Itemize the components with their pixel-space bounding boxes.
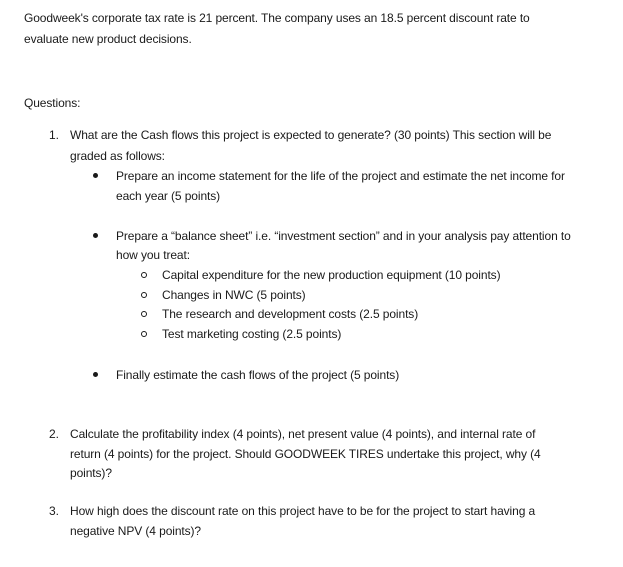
intro-line-2: evaluate new product decisions. — [24, 32, 192, 46]
sub-item-test-marketing: Test marketing costing (2.5 points) — [162, 327, 342, 341]
question-3-number: 3. — [49, 504, 59, 518]
question-1-line-1: What are the Cash flows this project is expected to generate? (30 points) This section will be — [70, 128, 552, 142]
hollow-bullet-icon — [141, 311, 147, 317]
sub-item-capital-expenditure: Capital expenditure for the new production equipment (10 points) — [162, 268, 501, 282]
bullet-icon — [93, 233, 98, 238]
questions-heading: Questions: — [24, 96, 81, 110]
bullet-2-line-2: how you treat: — [116, 248, 190, 262]
bullet-icon — [93, 173, 98, 178]
sub-item-changes-nwc: Changes in NWC (5 points) — [162, 288, 306, 302]
question-3-line-1: How high does the discount rate on this project have to be for the project to start having a — [70, 504, 536, 518]
hollow-bullet-icon — [141, 272, 147, 278]
question-2-line-3: points)? — [70, 466, 112, 480]
question-1-line-2: graded as follows: — [70, 149, 165, 163]
intro-line-1: Goodweek's corporate tax rate is 21 percent. The company uses an 18.5 percent discount rate to — [24, 11, 530, 25]
question-2-line-2: return (4 points) for the project. Should GOODWEEK TIRES undertake this project, why (4 — [70, 447, 541, 461]
sub-item-research-development: The research and development costs (2.5 points) — [162, 307, 419, 321]
question-3-line-2: negative NPV (4 points)? — [70, 524, 202, 538]
hollow-bullet-icon — [141, 292, 147, 298]
bullet-2-line-1: Prepare a “balance sheet” i.e. “investment section” and in your analysis pay attention to — [116, 229, 571, 243]
hollow-bullet-icon — [141, 331, 147, 337]
bullet-1-line-2: each year (5 points) — [116, 189, 221, 203]
question-2-line-1: Calculate the profitability index (4 points), net present value (4 points), and internal rate of — [70, 427, 536, 441]
question-2-number: 2. — [49, 427, 59, 441]
bullet-1-line-1: Prepare an income statement for the life of the project and estimate the net income for — [116, 169, 565, 183]
question-1-number: 1. — [49, 128, 59, 142]
bullet-3-line-1: Finally estimate the cash flows of the project (5 points) — [116, 368, 400, 382]
bullet-icon — [93, 372, 98, 377]
